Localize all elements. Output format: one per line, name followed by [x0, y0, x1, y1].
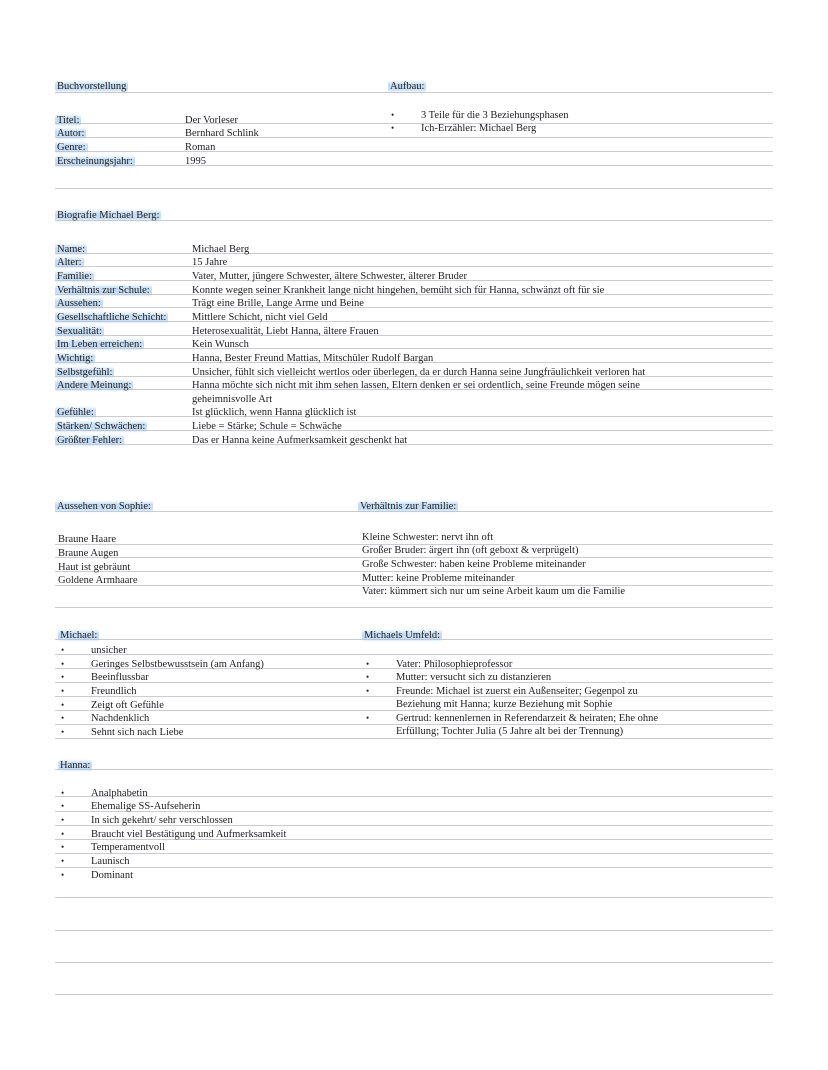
rule-line — [55, 654, 773, 655]
bio-value: Vater, Mutter, jüngere Schwester, ältere Schwester, älterer Bruder — [192, 271, 467, 282]
bullet-icon: • — [391, 110, 395, 120]
buch-value-titel: Der Vorleser — [185, 115, 238, 126]
michael-heading: Michael: — [60, 630, 98, 641]
familie-item: Mutter: keine Probleme miteinander — [362, 573, 515, 584]
bullet-icon: • — [366, 713, 370, 723]
rule-line — [55, 769, 773, 770]
buch-value-erscheinungsjahr: 1995 — [185, 156, 206, 167]
rule-line — [55, 607, 773, 608]
bio-label: Verhältnis zur Schule: — [57, 285, 150, 296]
bullet-icon: • — [61, 870, 65, 880]
bullet-icon: • — [61, 801, 65, 811]
bio-value: Konnte wegen seiner Krankheit lange nicht hingehen, bemüht sich für Hanna, schwänzt oft für sie — [192, 285, 605, 296]
aufbau-item: Ich-Erzähler: Michael Berg — [421, 123, 537, 134]
bullet-icon: • — [61, 842, 65, 852]
hanna-item: Temperamentvoll — [91, 842, 165, 853]
bio-label: Andere Meinung: — [57, 380, 132, 391]
michael-item: Zeigt oft Gefühle — [91, 700, 164, 711]
buch-value-genre: Roman — [185, 142, 216, 153]
michael-item: Sehnt sich nach Liebe — [91, 727, 184, 738]
rule-line — [55, 307, 773, 308]
bullet-icon: • — [391, 123, 395, 133]
bio-value: Heterosexualität, Liebt Hanna, ältere Frauen — [192, 326, 379, 337]
hanna-item: Braucht viel Bestätigung und Aufmerksamkeit — [91, 829, 287, 840]
rule-line — [55, 348, 773, 349]
rule-line — [55, 137, 773, 138]
rule-line — [55, 151, 773, 152]
hanna-item: Launisch — [91, 856, 130, 867]
sophie-item: Braune Augen — [58, 548, 119, 559]
umfeld-heading: Michaels Umfeld: — [364, 630, 441, 641]
rule-line — [55, 867, 773, 868]
familie-item: Große Schwester: haben keine Probleme miteinander — [362, 559, 586, 570]
buch-label-autor: Autor: — [57, 128, 85, 139]
rule-line — [55, 416, 773, 417]
michael-item: Freundlich — [91, 686, 137, 697]
bullet-icon: • — [61, 672, 65, 682]
michael-item: unsicher — [91, 645, 127, 656]
bullet-icon: • — [61, 700, 65, 710]
sophie-heading: Aussehen von Sophie: — [57, 501, 151, 512]
bio-label: Im Leben erreichen: — [57, 339, 143, 350]
bullet-icon: • — [366, 672, 370, 682]
bullet-icon: • — [61, 788, 65, 798]
bio-label: Stärken/ Schwächen: — [57, 421, 146, 432]
bullet-icon: • — [61, 856, 65, 866]
familie-heading: Verhältnis zur Familie: — [360, 501, 457, 512]
bio-value: Michael Berg — [192, 244, 250, 255]
buch-label-erscheinungsjahr: Erscheinungsjahr: — [57, 156, 133, 167]
hanna-item: Analphabetin — [91, 788, 148, 799]
familie-item: Vater: kümmert sich nur um seine Arbeit kaum um die Familie — [362, 586, 626, 597]
rule-line — [55, 335, 773, 336]
hanna-item: In sich gekehrt/ sehr verschlossen — [91, 815, 233, 826]
bio-label: Alter: — [57, 257, 82, 268]
buch-label-titel: Titel: — [57, 115, 80, 126]
buchvorstellung-heading: Buchvorstellung — [57, 81, 127, 92]
bio-value: Ist glücklich, wenn Hanna glücklich ist — [192, 407, 357, 418]
familie-item: Großer Bruder: ärgert ihn (oft geboxt & verprügelt) — [362, 545, 579, 556]
bullet-icon: • — [61, 829, 65, 839]
bio-label: Sexualität: — [57, 326, 102, 337]
michael-item: Beeinflussbar — [91, 672, 149, 683]
hanna-item: Dominant — [91, 870, 133, 881]
bullet-icon: • — [366, 659, 370, 669]
umfeld-item: Gertrud: kennenlernen in Referendarzeit & heiraten; Ehe ohne Erfüllung; Tochter Julia (5 Jahre alt bei der Trennung) — [396, 713, 659, 737]
bio-value: Liebe = Stärke; Schule = Schwäche — [192, 421, 342, 432]
umfeld-item: Vater: Philosophieprofessor — [396, 659, 513, 670]
bio-value: 15 Jahre — [192, 257, 228, 268]
bio-label: Selbstgefühl: — [57, 367, 113, 378]
bullet-icon: • — [61, 713, 65, 723]
bullet-icon: • — [61, 686, 65, 696]
bio-label: Aussehen: — [57, 298, 101, 309]
sophie-item: Goldene Armhaare — [58, 575, 138, 586]
familie-item: Kleine Schwester: nervt ihn oft — [362, 532, 494, 543]
rule-line — [55, 897, 773, 898]
rule-line — [55, 962, 773, 963]
bullet-icon: • — [61, 727, 65, 737]
michael-item: Geringes Selbstbewusstsein (am Anfang) — [91, 659, 264, 670]
michael-item: Nachdenklich — [91, 713, 150, 724]
bio-value: Kein Wunsch — [192, 339, 249, 350]
bio-value-continuation: geheimnisvolle Art — [192, 394, 273, 405]
umfeld-item: Freunde: Michael ist zuerst ein Außenseiter; Gegenpol zu Beziehung mit Hanna; kurze Beziehung mit Sophie — [396, 686, 638, 710]
rule-line — [55, 430, 773, 431]
bio-label: Gefühle: — [57, 407, 94, 418]
hanna-heading: Hanna: — [60, 760, 91, 771]
bio-value: Trägt eine Brille, Lange Arme und Beine — [192, 298, 364, 309]
hanna-item: Ehemalige SS-Aufseherin — [91, 801, 201, 812]
bullet-icon: • — [61, 815, 65, 825]
bio-label: Familie: — [57, 271, 92, 282]
rule-line — [55, 188, 773, 189]
rule-line — [55, 994, 773, 995]
bio-value: Hanna, Bester Freund Mattias, Mitschüler Rudolf Bargan — [192, 353, 434, 364]
rule-line — [55, 796, 773, 797]
bullet-icon: • — [366, 686, 370, 696]
buch-label-genre: Genre: — [57, 142, 86, 153]
bio-label: Wichtig: — [57, 353, 94, 364]
buch-value-autor: Bernhard Schlink — [185, 128, 259, 139]
rule-line — [55, 444, 773, 445]
bullet-icon: • — [61, 659, 65, 669]
sophie-item: Haut ist gebräunt — [58, 562, 131, 573]
aufbau-heading: Aufbau: — [390, 81, 425, 92]
rule-line — [55, 220, 773, 221]
rule-line — [55, 266, 773, 267]
bio-value: Mittlere Schicht, nicht viel Geld — [192, 312, 328, 323]
biografie-heading: Biografie Michael Berg: — [57, 210, 160, 221]
bio-value: Das er Hanna keine Aufmerksamkeit geschenkt hat — [192, 435, 408, 446]
rule-line — [55, 165, 773, 166]
bio-value: Hanna möchte sich nicht mit ihm sehen lassen, Eltern denken er sei ordentlich, seine Freunde mögen seine — [192, 380, 640, 391]
rule-line — [55, 253, 773, 254]
bio-label: Gesellschaftliche Schicht: — [57, 312, 167, 323]
bio-label: Name: — [57, 244, 85, 255]
sophie-item: Braune Haare — [58, 534, 117, 545]
umfeld-item: Mutter: versucht sich zu distanzieren — [396, 672, 552, 683]
bio-value: Unsicher, fühlt sich vielleicht wertlos oder überlegen, da er durch Hanna seine Jungfräulichkeit verloren hat — [192, 367, 646, 378]
bio-label: Größter Fehler: — [57, 435, 123, 446]
rule-line — [55, 123, 773, 124]
bullet-icon: • — [61, 645, 65, 655]
aufbau-item: 3 Teile für die 3 Beziehungsphasen — [421, 110, 569, 121]
rule-line — [55, 930, 773, 931]
